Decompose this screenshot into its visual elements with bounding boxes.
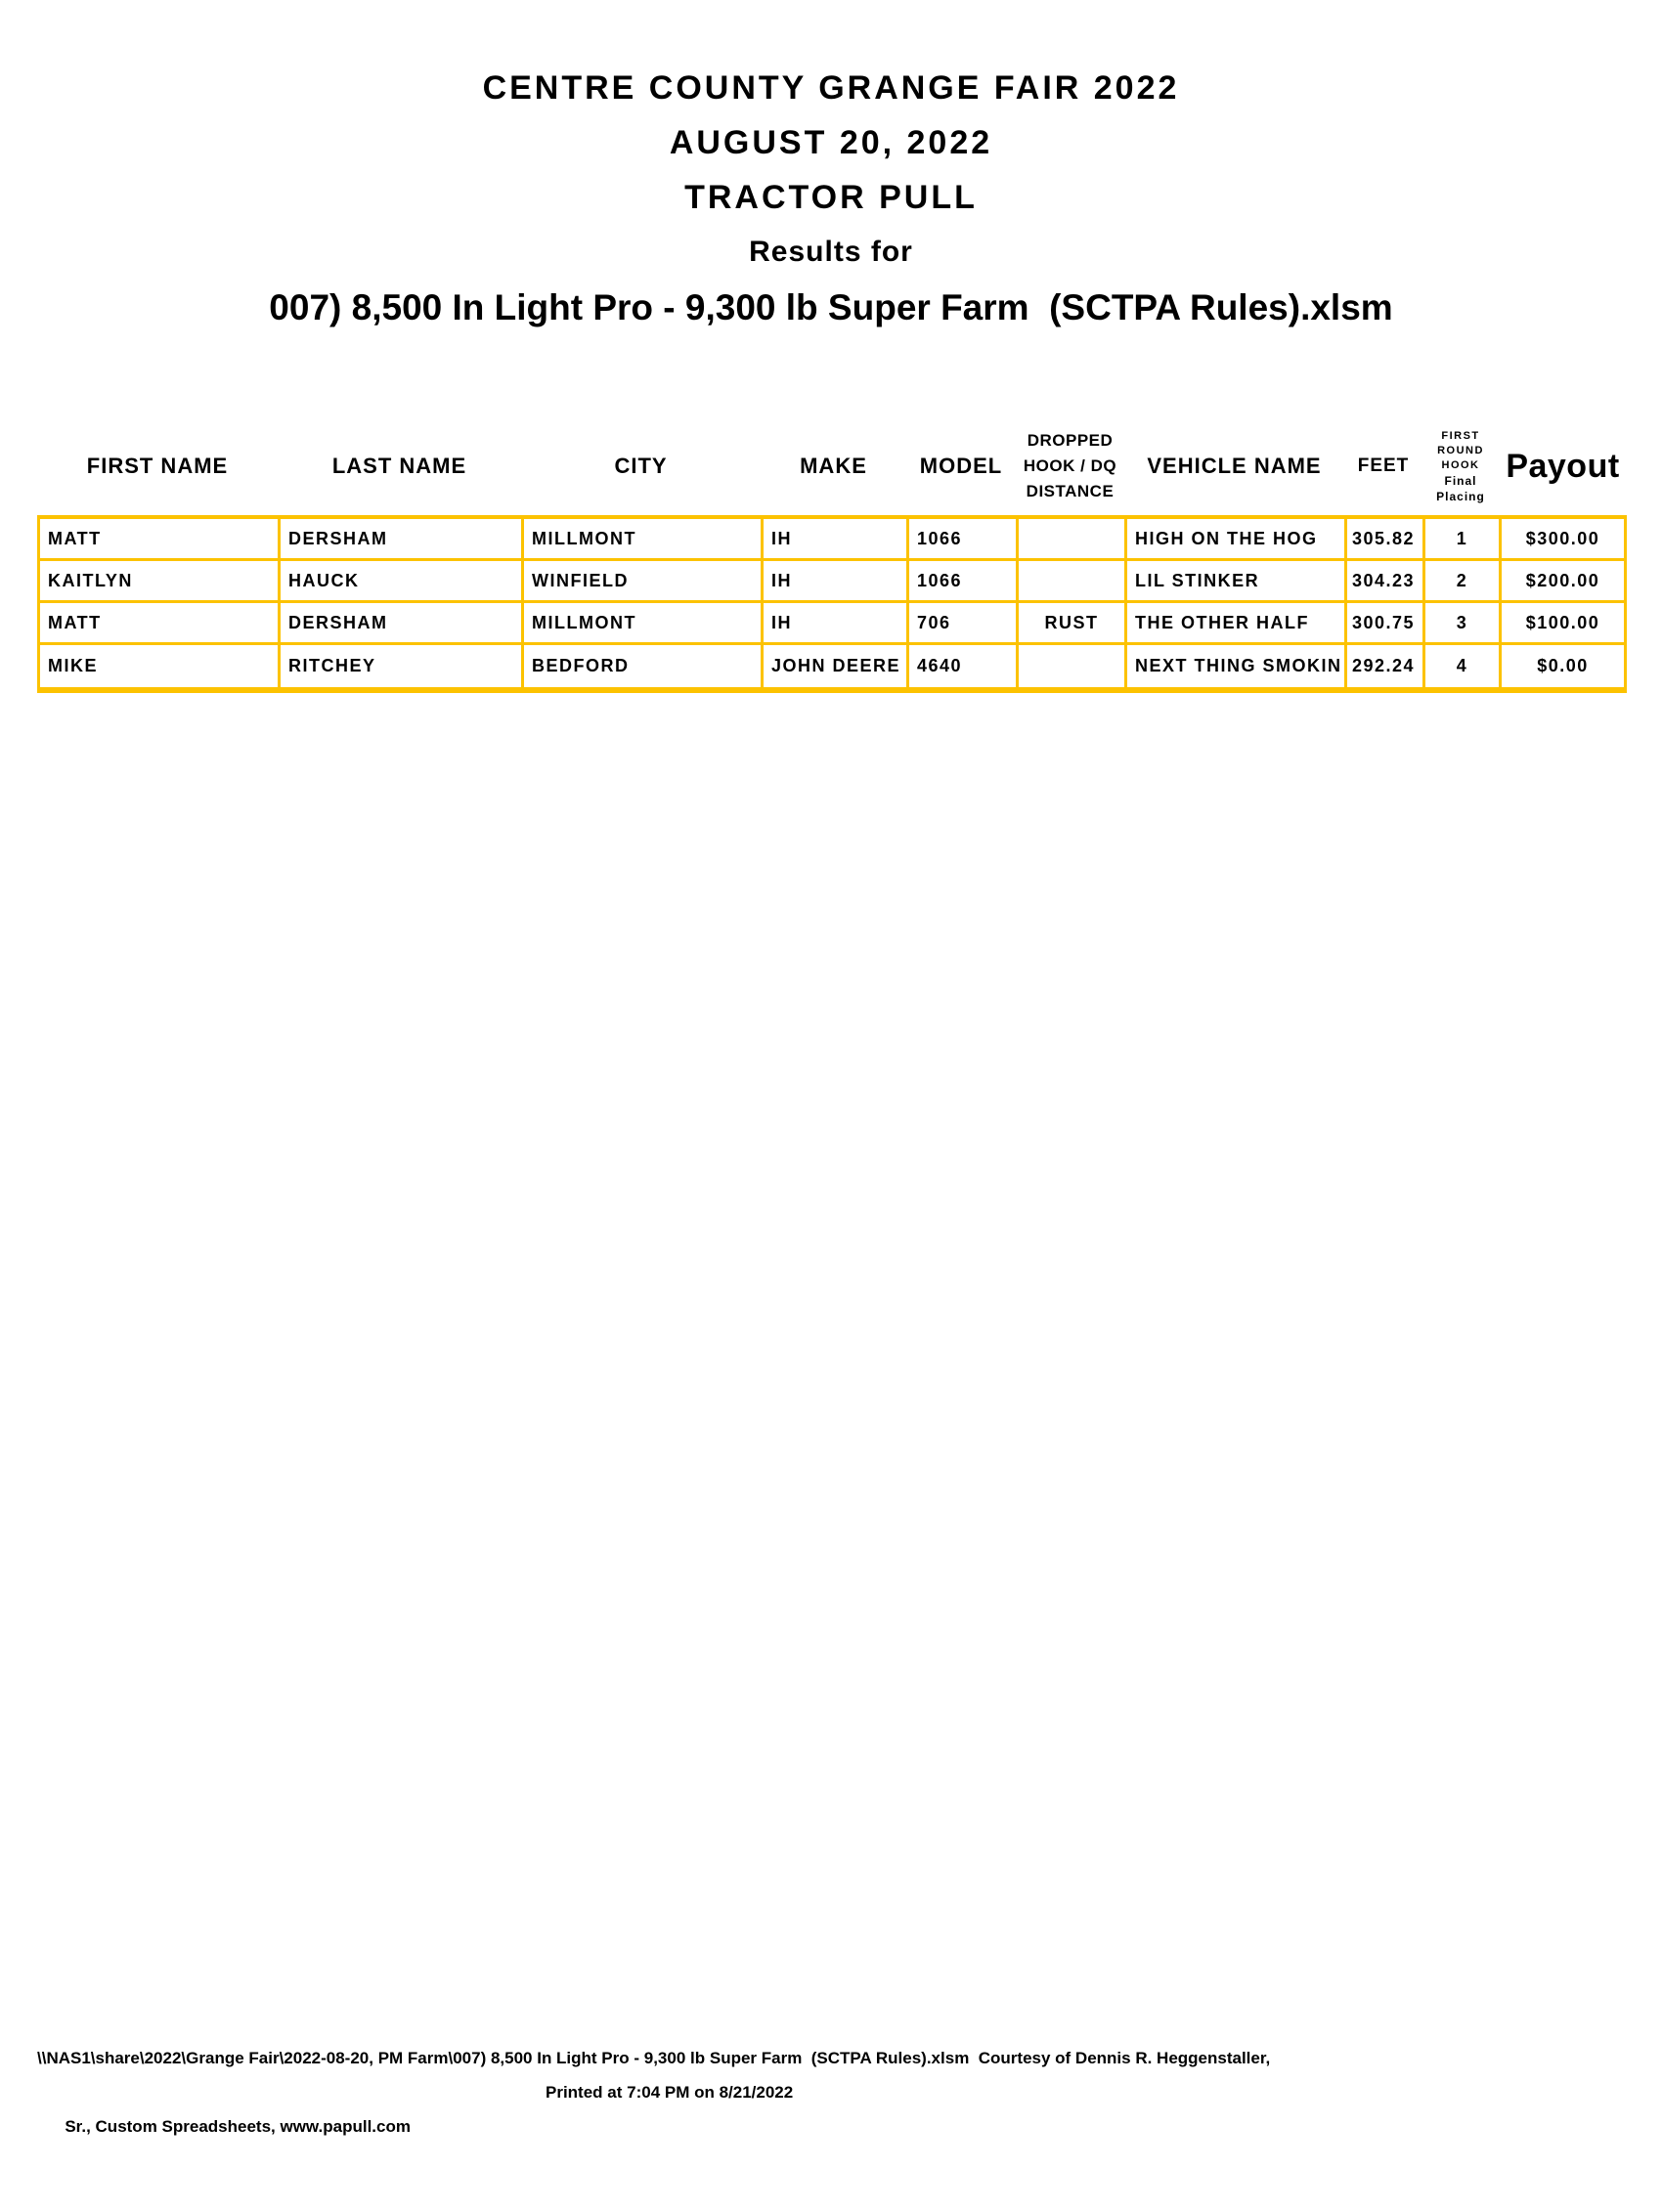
cell-city: WINFIELD [524, 561, 764, 600]
cell-payout: $300.00 [1525, 528, 1600, 548]
cell-vehicle-name: LIL STINKER [1127, 561, 1347, 600]
column-header-make: MAKE [800, 454, 867, 478]
table-header-row [37, 417, 1627, 515]
cell-payout: $100.00 [1525, 612, 1600, 632]
cell-model: 1066 [909, 561, 1019, 600]
footer [37, 2041, 1640, 2212]
cell-payout: $0.00 [1537, 656, 1589, 675]
cell-make: IH [764, 603, 909, 642]
cell-model: 706 [909, 603, 1019, 642]
footer-credit-text: Sr., Custom Spreadsheets, www.papull.com [65, 2117, 411, 2136]
table-row [40, 603, 1624, 645]
cell-last-name: DERSHAM [281, 519, 524, 558]
title-block [0, 61, 1662, 336]
results-table [37, 417, 1627, 693]
cell-dropped: RUST [1019, 603, 1127, 642]
title-event: TRACTOR PULL [684, 179, 978, 216]
cell-make: JOHN DEERE [764, 645, 909, 687]
cell-payout: $200.00 [1525, 570, 1600, 590]
cell-hook: 4 [1425, 645, 1502, 687]
cell-model: 4640 [909, 645, 1019, 687]
column-header-vehicle-name: VEHICLE NAME [1147, 454, 1322, 478]
column-header-feet: FEET [1357, 455, 1410, 476]
cell-hook: 2 [1425, 561, 1502, 600]
title-class-filename: 007) 8,500 In Light Pro - 9,300 lb Super Farm (SCTPA Rules).xlsm [269, 287, 1393, 327]
cell-hook: 3 [1425, 603, 1502, 642]
hook-header-line2: HOOK [1441, 458, 1480, 471]
cell-last-name: RITCHEY [281, 645, 524, 687]
dropped-header-line1: DROPPED [1027, 431, 1114, 450]
cell-hook: 1 [1425, 519, 1502, 558]
cell-dropped [1019, 561, 1127, 600]
footer-credit-line [37, 2075, 1640, 2212]
title-results-for: Results for [749, 236, 913, 268]
title-fair-name: CENTRE COUNTY GRANGE FAIR 2022 [482, 69, 1180, 107]
dropped-header-line3: DISTANCE [1026, 482, 1115, 500]
hook-header-line3: Final Placing [1436, 473, 1485, 503]
cell-vehicle-name: NEXT THING SMOKIN [1127, 645, 1347, 687]
column-header-city: CITY [614, 454, 668, 478]
cell-feet: 300.75 [1347, 603, 1425, 642]
cell-first-name: KAITLYN [40, 561, 281, 600]
cell-dropped [1019, 645, 1127, 687]
column-header-first-name: FIRST NAME [86, 454, 229, 478]
cell-first-name: MATT [40, 603, 281, 642]
cell-dropped [1019, 519, 1127, 558]
column-header-payout: Payout [1506, 447, 1620, 485]
title-date: AUGUST 20, 2022 [669, 124, 993, 161]
footer-printed-timestamp: Printed at 7:04 PM on 8/21/2022 [546, 2083, 794, 2102]
cell-last-name: HAUCK [281, 561, 524, 600]
column-header-dropped-hook-dq-distance [1016, 417, 1124, 515]
cell-feet: 304.23 [1347, 561, 1425, 600]
column-header-last-name: LAST NAME [331, 454, 467, 478]
table-row [40, 519, 1624, 561]
cell-city: MILLMONT [524, 603, 764, 642]
dropped-header-line2: HOOK / DQ [1023, 456, 1117, 475]
cell-feet: 292.24 [1347, 645, 1425, 687]
cell-first-name: MATT [40, 519, 281, 558]
cell-make: IH [764, 561, 909, 600]
cell-city: MILLMONT [524, 519, 764, 558]
table-row [40, 561, 1624, 603]
hook-header-line1: FIRST ROUND [1437, 429, 1484, 456]
cell-first-name: MIKE [40, 645, 281, 687]
cell-city: BEDFORD [524, 645, 764, 687]
footer-file-path: \\NAS1\share\2022\Grange Fair\2022-08-20, PM Farm\007) 8,500 In Light Pro - 9,300 lb Super Farm (SCTPA Rules).xlsm Courtesy of Dennis R. Heggenstaller, [37, 2049, 1271, 2067]
table-body [37, 515, 1627, 693]
column-header-first-round-hook [1422, 417, 1499, 515]
cell-vehicle-name: HIGH ON THE HOG [1127, 519, 1347, 558]
column-header-model: MODEL [919, 454, 1003, 478]
table-row [40, 645, 1624, 687]
cell-vehicle-name: THE OTHER HALF [1127, 603, 1347, 642]
cell-make: IH [764, 519, 909, 558]
cell-last-name: DERSHAM [281, 603, 524, 642]
cell-model: 1066 [909, 519, 1019, 558]
cell-feet: 305.82 [1347, 519, 1425, 558]
